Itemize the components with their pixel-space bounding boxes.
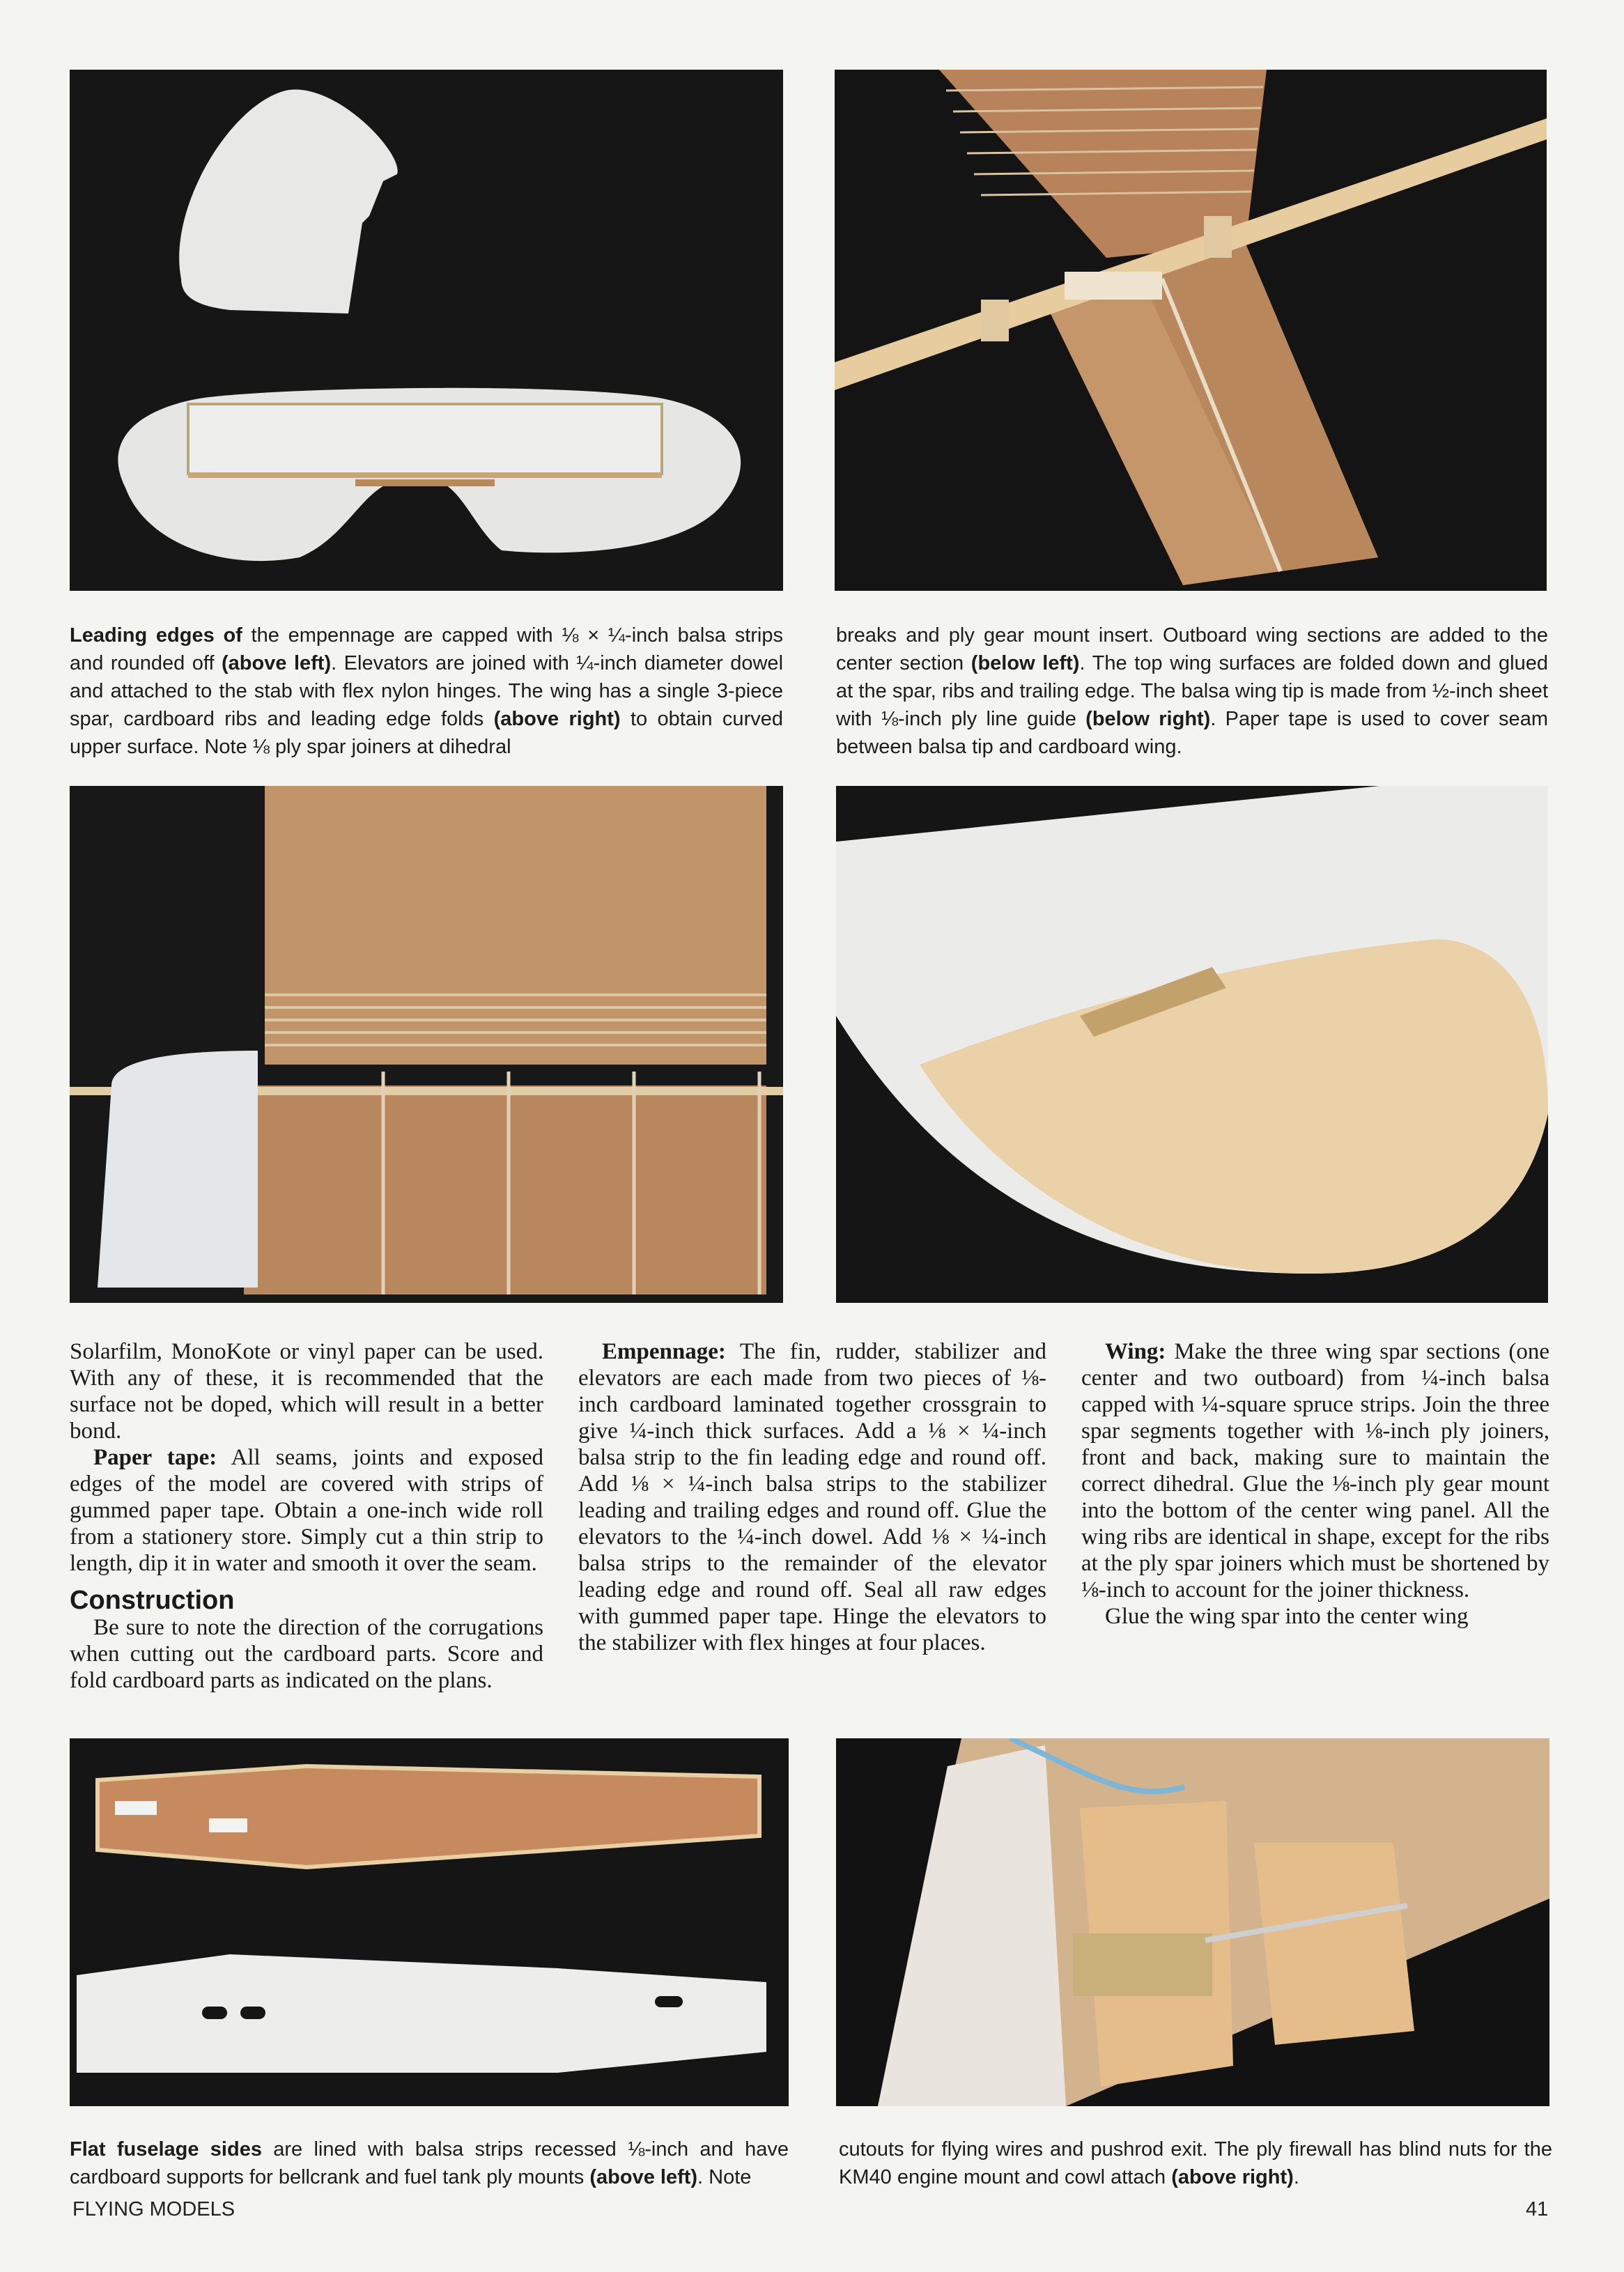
paragraph-text: All seams, joints and exposed edges of the model are covered with strips of gummed paper tape. Obtain a one-inch wide roll from a stationery store. Simply cut a thin strip to length, dip it in water and smooth it over the seam. xyxy=(70,1445,543,1576)
body-paragraph: Solarfilm, MonoKote or vinyl paper can be used. With any of these, it is recommended that the surface not be doped, which will result in a better bond. xyxy=(70,1339,543,1444)
caption-firewall xyxy=(839,2135,1552,2191)
caption-empennage xyxy=(70,621,783,761)
paragraph-head: Paper tape: xyxy=(93,1445,217,1470)
body-paragraph xyxy=(578,1338,1046,1656)
wing-panel-assembly-photo xyxy=(70,786,783,1303)
caption-fuselage-sides xyxy=(70,2135,789,2191)
caption-text: are lined with balsa strips recessed ⅛-inch and have cardboard supports for bellcrank and fuel tank ply mounts xyxy=(70,2138,789,2188)
body-column-2 xyxy=(578,1338,1046,1656)
body-paragraph xyxy=(70,1444,543,1577)
caption-bold-lead: Flat fuselage sides xyxy=(70,2138,262,2161)
balsa-wing-tip-photo xyxy=(836,786,1548,1303)
caption-text: cutouts for flying wires and pushrod exit. The ply firewall has blind nuts for the KM40 engine mount and cowl attach xyxy=(839,2138,1552,2188)
caption-bold-ref: (above right) xyxy=(1171,2166,1294,2188)
caption-bold-ref: (above left) xyxy=(222,652,332,674)
paragraph-head: Wing: xyxy=(1105,1339,1166,1364)
caption-text: . The top wing surfaces are folded down and glued at the spar, ribs and trailing edge. The balsa wing tip is made from ½-inch sheet with ⅛-inch ply line guide xyxy=(836,652,1548,730)
fuselage-interior-photo xyxy=(836,1738,1549,2106)
wing-spar-and-ribs-photo xyxy=(835,70,1547,591)
caption-bold-lead: Leading edges of xyxy=(70,624,242,647)
caption-bold-ref: (above right) xyxy=(493,708,621,730)
empennage-parts-photo xyxy=(70,70,783,591)
paragraph-text: Make the three wing spar sections (one center and two outboard) from ¼-inch balsa capped with ¼-square spruce strips. Join the three spar segments together with ⅛-inch ply joiners, front and back, making sure to maintain the correct dihedral. Glue the ⅛-inch ply gear mount into the bottom of the center wing panel. All the wing ribs are identical in shape, except for the ribs at the ply spar joiners which must be shortened by ⅛-inch to account for the joiner thickness. xyxy=(1081,1339,1549,1602)
footer-page-number: 41 xyxy=(1526,2198,1549,2220)
caption-text: breaks and ply gear mount insert. Outboard wing sections are added to the center section xyxy=(836,624,1548,674)
caption-text: to obtain curved upper surface. Note ⅛ ply spar joiners at dihedral xyxy=(70,708,783,758)
body-paragraph: Glue the wing spar into the center wing xyxy=(1105,1604,1469,1629)
paragraph-text: The fin, rudder, stabilizer and elevators are each made from two pieces of ⅛-inch cardboard laminated together crossgrain to give ¼-inch thick surfaces. Add a ⅛ × ¼-inch balsa strip to the fin leading edge and round off. Add ⅛ × ¼-inch balsa strips to the stabilizer leading and trailing edges and round off. Glue the elevators to the ¼-inch dowel. Add ⅛ × ¼-inch balsa strips to the remainder of the elevator leading edge and round off. Seal all raw edges with gummed paper tape. Hinge the elevators to the stabilizer with flex hinges at four places. xyxy=(578,1339,1046,1655)
caption-text: . xyxy=(1293,2166,1299,2188)
body-column-3 xyxy=(1081,1338,1549,1630)
body-paragraph: Be sure to note the direction of the corrugations when cutting out the cardboard parts. Score and fold cardboard parts as indicated on the plans. xyxy=(70,1615,543,1693)
caption-bold-ref: (below left) xyxy=(970,652,1080,674)
body-paragraph xyxy=(1081,1338,1549,1603)
caption-text: . Paper tape is used to cover seam between balsa tip and cardboard wing. xyxy=(836,708,1548,758)
caption-text: . Note xyxy=(697,2166,752,2188)
caption-wing-sections xyxy=(836,621,1548,761)
caption-bold-ref: (above left) xyxy=(589,2166,698,2188)
footer-magazine-title: FLYING MODELS xyxy=(72,2198,235,2220)
section-heading: Construction xyxy=(70,1586,235,1615)
flat-fuselage-sides-photo xyxy=(70,1738,789,2106)
caption-text: the empennage are capped with ⅛ × ¼-inch balsa strips and rounded off xyxy=(70,624,783,674)
body-column-1 xyxy=(70,1338,543,1694)
caption-bold-ref: (below right) xyxy=(1085,708,1211,730)
paragraph-head: Empennage: xyxy=(602,1339,726,1364)
caption-text: . Elevators are joined with ¼-inch diameter dowel and attached to the stab with flex nylon hinges. The wing has a single 3-piece spar, cardboard ribs and leading edge folds xyxy=(70,652,784,730)
